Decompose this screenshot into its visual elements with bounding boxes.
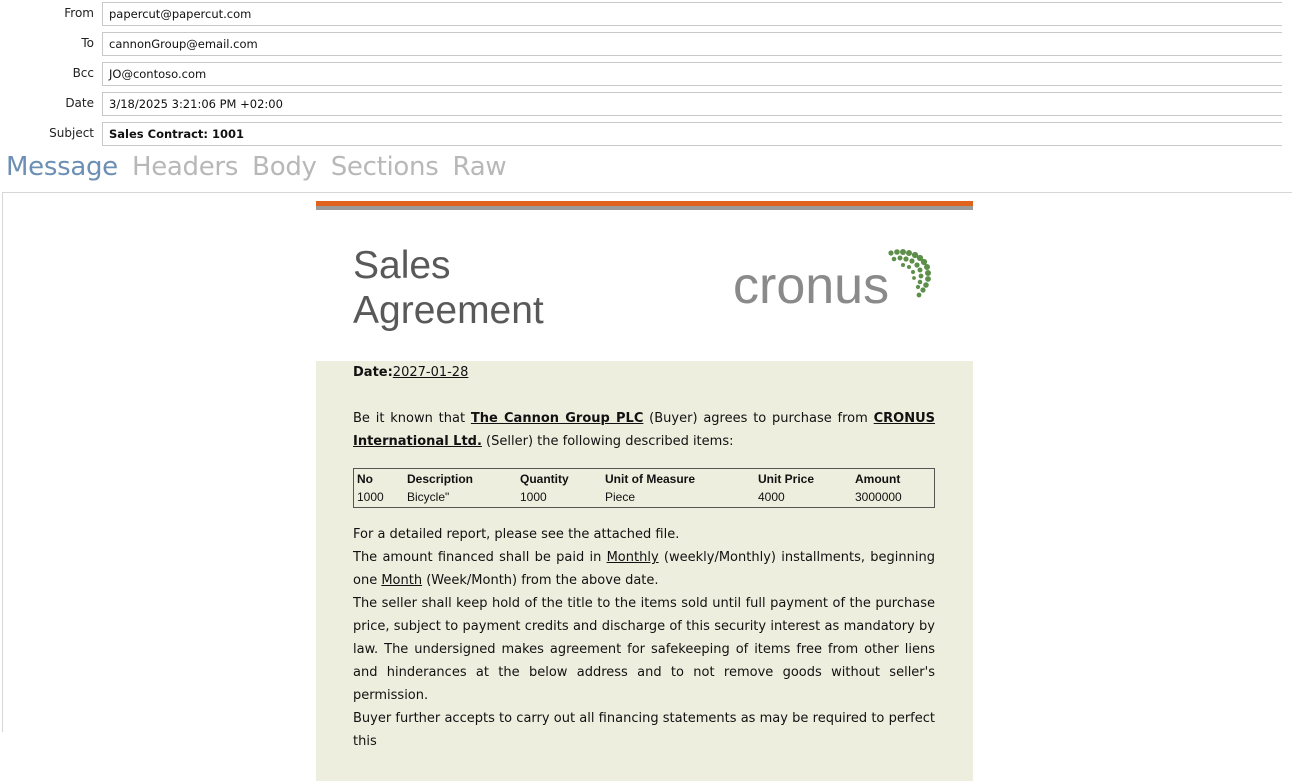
tab-raw[interactable]: Raw	[452, 152, 507, 182]
pay-text-1: The amount financed shall be paid in	[353, 550, 607, 565]
buyer-clause: Buyer further accepts to carry out all financing statements as may be required to perfect this	[353, 711, 935, 749]
email-document	[316, 201, 973, 761]
subject-field[interactable]: Sales Contract: 1001	[102, 122, 1282, 146]
pay-text-3: (Week/Month) from the above date.	[422, 573, 659, 588]
intro-text-2: (Buyer) agrees to purchase from	[643, 411, 874, 426]
agreement-intro	[353, 407, 935, 453]
col-description: Description	[407, 472, 474, 486]
logo-wordmark: cronus	[733, 257, 890, 315]
pay-frequency: Monthly	[606, 550, 659, 565]
tab-sections[interactable]: Sections	[330, 152, 439, 182]
col-unit-price: Unit Price	[758, 472, 815, 486]
pay-text-2: (weekly/Monthly) installments, beginning one	[353, 550, 935, 588]
items-header-row	[354, 469, 934, 488]
title-line-2: Agreement	[353, 289, 544, 332]
agreement-date-label: Date:	[353, 365, 393, 380]
to-label: To	[81, 36, 94, 50]
title-clause: The seller shall keep hold of the title to the items sold until full payment of the purchase price, subject to payment credits and discharge of this security interest as mandatory by law. The undersigned makes agreement for safekeeping of items free from other liens and hinderances at the below address and to not remove goods without seller's permission.	[353, 596, 935, 703]
agreement-date-value: 2027-01-28	[392, 365, 469, 380]
view-tabs	[6, 152, 515, 192]
from-row	[0, 0, 1280, 26]
cronus-logo	[731, 245, 941, 315]
report-note: For a detailed report, please see the attached file.	[353, 527, 680, 542]
top-grey-bar	[316, 206, 973, 210]
from-field[interactable]: papercut@papercut.com	[102, 2, 1282, 26]
to-field[interactable]: cannonGroup@email.com	[102, 32, 1282, 56]
logo-dots-icon	[888, 249, 931, 297]
buyer-name: The Cannon Group PLC	[470, 411, 644, 426]
to-row	[0, 30, 1280, 56]
agreement-date	[353, 361, 935, 384]
cell-amount: 3000000	[855, 490, 902, 504]
col-quantity: Quantity	[520, 472, 569, 486]
document-title	[353, 243, 613, 333]
col-unit-of-measure: Unit of Measure	[605, 472, 696, 486]
tab-message[interactable]: Message	[6, 152, 118, 182]
items-table	[353, 468, 935, 508]
bcc-row	[0, 60, 1280, 86]
date-row	[0, 90, 1280, 116]
col-no: No	[357, 472, 373, 486]
from-label: From	[64, 6, 94, 20]
seller-name: CRONUS International Ltd.	[353, 411, 936, 449]
bcc-field[interactable]: JO@contoso.com	[102, 62, 1282, 86]
agreement-panel	[316, 361, 973, 781]
message-viewer[interactable]	[2, 192, 1292, 749]
intro-text-1: Be it known that	[353, 411, 471, 426]
tab-headers[interactable]: Headers	[131, 152, 239, 182]
pay-unit: Month	[381, 573, 423, 588]
cell-unit-price: 4000	[758, 490, 785, 504]
title-line-1: Sales	[353, 244, 451, 287]
bcc-label: Bcc	[72, 66, 94, 80]
date-label: Date	[65, 96, 94, 110]
subject-label: Subject	[49, 126, 94, 140]
tab-body[interactable]: Body	[252, 152, 317, 182]
date-field[interactable]: 3/18/2025 3:21:06 PM +02:00	[102, 92, 1282, 116]
intro-text-3: (Seller) the following described items:	[481, 434, 734, 449]
cell-quantity: 1000	[520, 490, 547, 504]
cell-description: Bicycle"	[407, 490, 450, 504]
cell-no: 1000	[357, 490, 384, 504]
table-row	[354, 488, 934, 506]
subject-row	[0, 120, 1280, 146]
col-amount: Amount	[855, 472, 901, 486]
payment-terms	[353, 546, 935, 592]
cell-unit-of-measure: Piece	[605, 490, 636, 504]
